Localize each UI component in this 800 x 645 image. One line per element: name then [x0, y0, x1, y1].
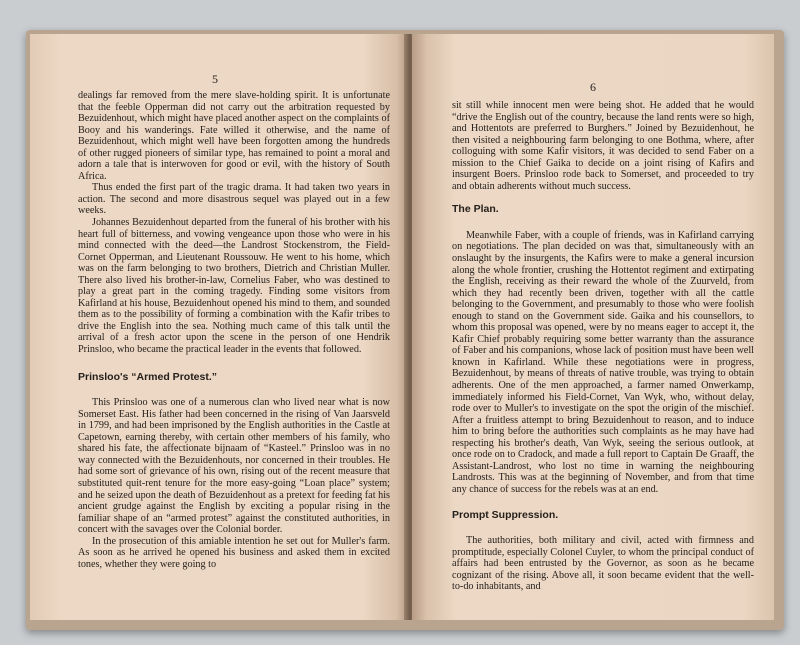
paragraph: Thus ended the first part of the tragic drama. It had taken two years in action. The second and more disastrous sequel was played out in a few weeks.	[78, 182, 390, 217]
paragraph: In the prosecution of this amiable intention he set out for Muller's farm. As soon as he arrived he opened his business and asked them in excited tones, whether they were going to	[78, 535, 390, 570]
left-page-body	[78, 90, 390, 570]
paragraph: Johannes Bezuidenhout departed from the funeral of his brother with his heart full of bitterness, and vowing vengeance upon those who were in his mind connected with the deed—the Landrost Stockenstrom, the Field-Cornet Opperman, and Lieutenant Roussouw. He went to his home, which was on the farm belonging to two brothers, Dietrich and Christian Muller. There also lived his brother-in-law, Cornelius Faber, who was destined to play a great part in the coming tragedy. Finding some visitors from Kafirland at his house, Bezuidenhout opened his mind to them, and sounded them as to the possibility of forming a combination with the Kafir tribes to drive the English into the sea. Nothing much came of this talk until the arrival of a fresh actor upon the scene in the person of one Hendrik Prinsloo, who became the practical leader in the events that followed.	[78, 217, 390, 356]
page-number: 6	[590, 80, 596, 94]
paragraph: sit still while innocent men were being shot. He added that he would “drive the English out of the country, because the land rents were so high, and Hottentots are preferred to Burghers.” Joined by Bezuidenhout, he then visited a neighbouring farm belonging to one Bothma, where, after colloguing with some Kafir visitors, it was decided to send Faber on a mission to the Chief Gaika to decide on a joint rising of Kafirs and insurgent Boers. Prinsloo rode back to Somerset, and proceeded to try and obtain adherents without much success.	[452, 100, 754, 192]
left-page	[30, 34, 408, 620]
paragraph: This Prinsloo was one of a numerous clan who lived near what is now Somerset East. His father had been concerned in the rising of Van Jaarsveld in 1799, and had been imprisoned by the English authorities in the Castle at Capetown, earning thereby, with certain other members of his family, who shared his fate, the affectionate bijnaam of “Kasteel.” Prinsloo was in no way connected with the Bezuidenhouts, nor concerned in their troubles. He had some sort of grievance of his own, rising out of the recent measure that substituted quit-rent tenure for the more easy-going “Loan place” system; and he seized upon the death of Bezuidenhout as a pretext for feeding fat his ancient grudge against the English by exciting a popular rising in the familiar shape of an “armed protest” against the constituted authorities, in concert with the savages over the Colonial border.	[78, 397, 390, 536]
section-heading: Prompt Suppression.	[452, 508, 559, 521]
right-page-body	[452, 100, 754, 593]
page-number: 5	[212, 72, 218, 86]
paragraph: The authorities, both military and civil, acted with firmness and promptitude, especially Colonel Cuyler, to whom the principal conduct of affairs had been entrusted by the Governor, as soon as he became cognizant of the rising. Above all, it soon became evident that the well-to-do inhabitants, and	[452, 535, 754, 593]
paragraph: dealings far removed from the mere slave-holding spirit. It is unfortunate that the feeble Opperman did not carry out the arbitration requested by Bezuidenhout, which might have placed another aspect on the complaints of Booy and his wanderings. Fate willed it otherwise, and the name of Bezuidenhout, which might well have been forgotten among the hundreds of other rugged pioneers of similar type, has remained to point a moral and adorn a tale that is interwoven for good or evil, with the history of South Africa.	[78, 90, 390, 182]
section-heading: The Plan.	[452, 203, 499, 216]
right-page	[412, 34, 774, 620]
paragraph: Meanwhile Faber, with a couple of friends, was in Kafirland carrying on negotiations. The plan decided on was that, simultaneously with an onslaught by the insurgents, the Kafirs were to make a general incursion along the whole frontier, crushing the Hottentot regiment and extirpating the English, receiving as their reward the whole of the Zuurveld, from which they had recently been driven, together with all the cattle belonging to the Government, and presumably to those who were foolish enough to stand on the Government side. Gaika and his counsellors, to whom this proposal was opened, were by no means eager to accept it, the Kafir Chief probably requiring some better warranty than the assurance of Faber and his companions, whose lack of position must have been well known in Kafirland. While these negotiations were in progress, Bezuidenhout, by means of threats of native trouble, was trying to obtain adherents. One of the men approached, a farmer named Onwerkamp, immediately informed his Field-Cornet, Van Wyk, who, without delay, rode over to Muller's to investigate on the spot the origin of the mischief. After a fruitless attempt to bring Bezuidenhout to reason, and to induce him to bring before the authorities such complaints as he may have had respecting his brother's death, Van Wyk, seeing the serious outlook, at once rode on to Cradock, and made a full report to Captain De Graaff, the Assistant-Landrost, who lost no time in warning the neighbouring Landrosts. This was at the beginning of November, and from that time any chance of success for the rebels was at an end.	[452, 229, 754, 495]
section-heading: Prinsloo's “Armed Protest.”	[78, 370, 218, 383]
